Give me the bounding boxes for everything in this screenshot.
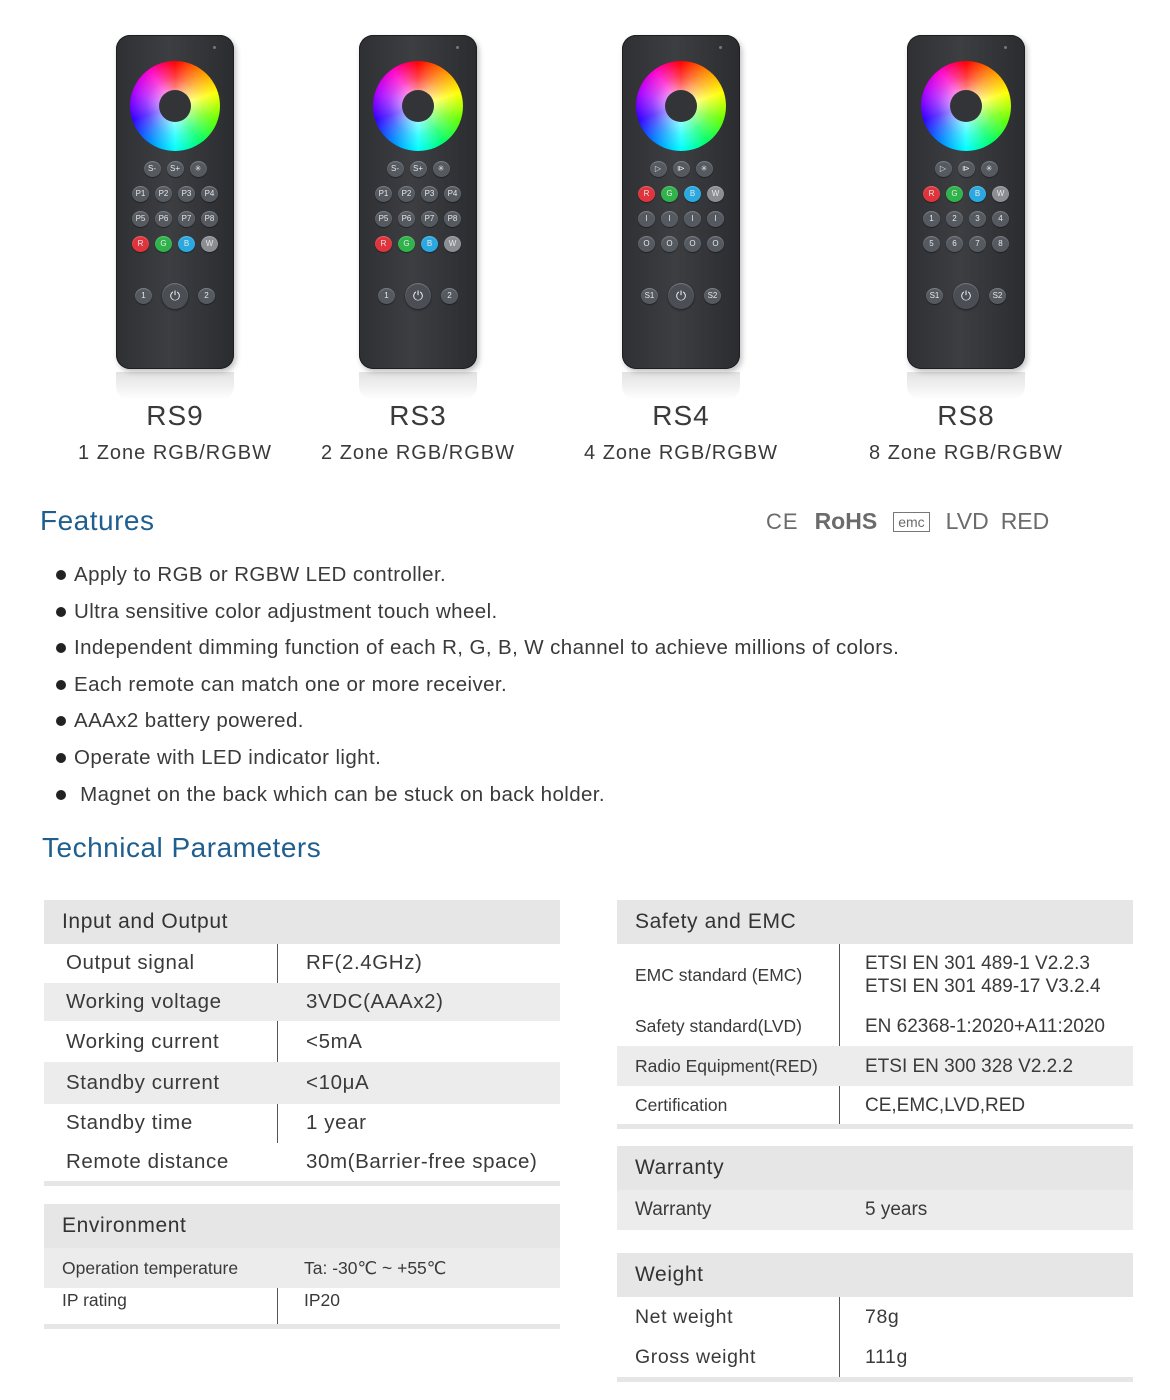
table-row: EMC standard (EMC) ETSI EN 301 489-1 V2.2.3 ETSI EN 301 489-17 V3.2.4 (635, 953, 1101, 997)
remote-button-icon: I (661, 211, 678, 227)
remote-button-icon: W (201, 236, 218, 252)
emc-mark-icon: emc (893, 512, 929, 532)
product-rs8 (846, 30, 1086, 465)
remote-button-icon: B (969, 186, 986, 202)
remote-button-icon: ✳ (696, 161, 713, 177)
model-name: RS4 (652, 400, 710, 431)
remote-button-icon: 5 (923, 236, 940, 252)
remote-button-icon: 1 (135, 288, 152, 304)
remote-button-icon: I (707, 211, 724, 227)
remote-button-icon: S2 (989, 288, 1006, 304)
power-icon: ⏻ (162, 283, 188, 309)
remote-button-icon: 2 (198, 288, 215, 304)
remote-button-icon: R (375, 236, 392, 252)
bullet-icon (56, 753, 66, 763)
remote-button-icon: P8 (444, 211, 461, 227)
feature-item: Apply to RGB or RGBW LED controller. (56, 560, 899, 597)
model-name: RS3 (389, 400, 447, 431)
remote-button-icon: G (661, 186, 678, 202)
remote-button-icon: P7 (421, 211, 438, 227)
remote-button-icon: G (155, 236, 172, 252)
remote-button-icon: P2 (155, 186, 172, 202)
environment-table (44, 1204, 560, 1329)
remote-control-image (359, 35, 477, 369)
remote-button-icon: 2 (441, 288, 458, 304)
table-title: Input and Output (44, 900, 560, 944)
remote-button-icon: P7 (178, 211, 195, 227)
warranty-table (617, 1146, 1133, 1230)
remote-button-icon: 8 (992, 236, 1009, 252)
table-row: Net weight 78g (635, 1305, 900, 1328)
lvd-mark: LVD (945, 508, 989, 534)
remote-button-icon: O (638, 236, 655, 252)
color-wheel-icon (373, 61, 463, 151)
table-row: Standby time 1 year (66, 1111, 367, 1135)
remote-button-icon: 3 (969, 211, 986, 227)
remote-button-icon: S1 (926, 288, 943, 304)
model-name: RS9 (146, 400, 204, 431)
remote-button-icon: 7 (969, 236, 986, 252)
remote-button-icon: ✳ (433, 161, 450, 177)
power-icon: ⏻ (953, 283, 979, 309)
remote-control-image (907, 35, 1025, 369)
table-row: Operation temperature Ta: -30℃ ~ +55℃ (44, 1248, 560, 1288)
model-description: 1 Zone RGB/RGBW (78, 442, 272, 464)
remote-button-icon: ▷ (650, 161, 667, 177)
remote-button-icon: P8 (201, 211, 218, 227)
remote-button-icon: 6 (946, 236, 963, 252)
table-row: Remote distance 30m(Barrier-free space) (44, 1143, 560, 1182)
remote-button-icon: B (421, 236, 438, 252)
table-title: Environment (44, 1204, 560, 1248)
table-row: Gross weight 111g (635, 1345, 908, 1368)
table-row: Warranty 5 years (617, 1190, 1133, 1230)
remote-button-icon: P1 (132, 186, 149, 202)
remote-button-icon: S1 (641, 288, 658, 304)
model-description: 4 Zone RGB/RGBW (584, 442, 778, 464)
remote-button-icon: ✳ (190, 161, 207, 177)
remote-button-icon: O (661, 236, 678, 252)
remote-button-icon: ⧐ (958, 161, 975, 177)
model-name: RS8 (937, 400, 995, 431)
remote-button-icon: P6 (398, 211, 415, 227)
ce-mark-icon: CE (766, 508, 799, 534)
remote-button-icon: ✳ (981, 161, 998, 177)
product-rs3 (298, 30, 538, 465)
remote-button-icon: I (638, 211, 655, 227)
table-row: Working current <5mA (66, 1029, 363, 1053)
bullet-icon (56, 716, 66, 726)
remote-button-icon: 2 (946, 211, 963, 227)
weight-table (617, 1253, 1133, 1382)
feature-item: Ultra sensitive color adjustment touch wheel. (56, 597, 899, 634)
bullet-icon (56, 607, 66, 617)
remote-control-image (622, 35, 740, 369)
remote-button-icon: B (178, 236, 195, 252)
remote-button-icon: S+ (410, 161, 427, 177)
power-icon: ⏻ (668, 283, 694, 309)
product-rs9 (55, 30, 295, 465)
remote-button-icon: P4 (444, 186, 461, 202)
table-row: Output signal RF(2.4GHz) (66, 951, 423, 975)
remote-button-icon: R (132, 236, 149, 252)
remote-button-icon: P5 (375, 211, 392, 227)
table-title: Safety and EMC (617, 900, 1133, 944)
remote-button-icon: I (684, 211, 701, 227)
remote-button-icon: P6 (155, 211, 172, 227)
table-row: Radio Equipment(RED) ETSI EN 300 328 V2.2.2 (617, 1046, 1133, 1086)
remote-button-icon: P3 (178, 186, 195, 202)
remote-button-icon: R (923, 186, 940, 202)
rohs-mark: RoHS (814, 508, 878, 534)
table-row: Standby current <10μA (44, 1062, 560, 1104)
color-wheel-icon (130, 61, 220, 151)
feature-item: Operate with LED indicator light. (56, 743, 899, 780)
table-row: Working voltage 3VDC(AAAx2) (44, 983, 560, 1022)
features-list (56, 560, 899, 816)
safety-emc-table (617, 900, 1133, 1129)
features-heading: Features (40, 505, 155, 536)
feature-item: AAAx2 battery powered. (56, 706, 899, 743)
remote-button-icon: S- (387, 161, 404, 177)
certification-logos (766, 508, 1049, 535)
remote-button-icon: S- (144, 161, 161, 177)
remote-button-icon: S+ (167, 161, 184, 177)
feature-item: Magnet on the back which can be stuck on back holder. (56, 780, 899, 817)
model-description: 8 Zone RGB/RGBW (869, 442, 1063, 464)
table-title: Warranty (617, 1146, 1133, 1190)
remote-button-icon: 1 (378, 288, 395, 304)
technical-parameters-heading: Technical Parameters (42, 832, 322, 863)
table-row: Safety standard(LVD) EN 62368-1:2020+A11:2020 (635, 1015, 1105, 1037)
remote-button-icon: B (684, 186, 701, 202)
remote-button-icon: O (707, 236, 724, 252)
remote-button-icon: ▷ (935, 161, 952, 177)
remote-button-icon: R (638, 186, 655, 202)
remote-button-icon: G (946, 186, 963, 202)
color-wheel-icon (636, 61, 726, 151)
color-wheel-icon (921, 61, 1011, 151)
red-mark: RED (1000, 508, 1050, 534)
remote-button-icon: 4 (992, 211, 1009, 227)
remote-button-icon: 1 (923, 211, 940, 227)
remote-button-icon: G (398, 236, 415, 252)
bullet-icon (56, 570, 66, 580)
remote-button-icon: P5 (132, 211, 149, 227)
remote-button-icon: ⧐ (673, 161, 690, 177)
remote-control-image (116, 35, 234, 369)
model-description: 2 Zone RGB/RGBW (321, 442, 515, 464)
feature-item: Independent dimming function of each R, G, B, W channel to achieve millions of colors. (56, 633, 899, 670)
remote-button-icon: P1 (375, 186, 392, 202)
bullet-icon (56, 643, 66, 653)
table-title: Weight (617, 1253, 1133, 1297)
feature-item: Each remote can match one or more receiver. (56, 670, 899, 707)
table-row: IP rating IP20 (62, 1290, 340, 1310)
input-output-table (44, 900, 560, 1186)
remote-button-icon: W (992, 186, 1009, 202)
table-row: Certification CE,EMC,LVD,RED (635, 1094, 1026, 1116)
power-icon: ⏻ (405, 283, 431, 309)
product-rs4 (561, 30, 801, 465)
bullet-icon (56, 790, 66, 800)
remote-button-icon: O (684, 236, 701, 252)
bullet-icon (56, 680, 66, 690)
remote-button-icon: W (444, 236, 461, 252)
remote-button-icon: P3 (421, 186, 438, 202)
remote-button-icon: P2 (398, 186, 415, 202)
remote-button-icon: W (707, 186, 724, 202)
remote-button-icon: S2 (704, 288, 721, 304)
remote-button-icon: P4 (201, 186, 218, 202)
